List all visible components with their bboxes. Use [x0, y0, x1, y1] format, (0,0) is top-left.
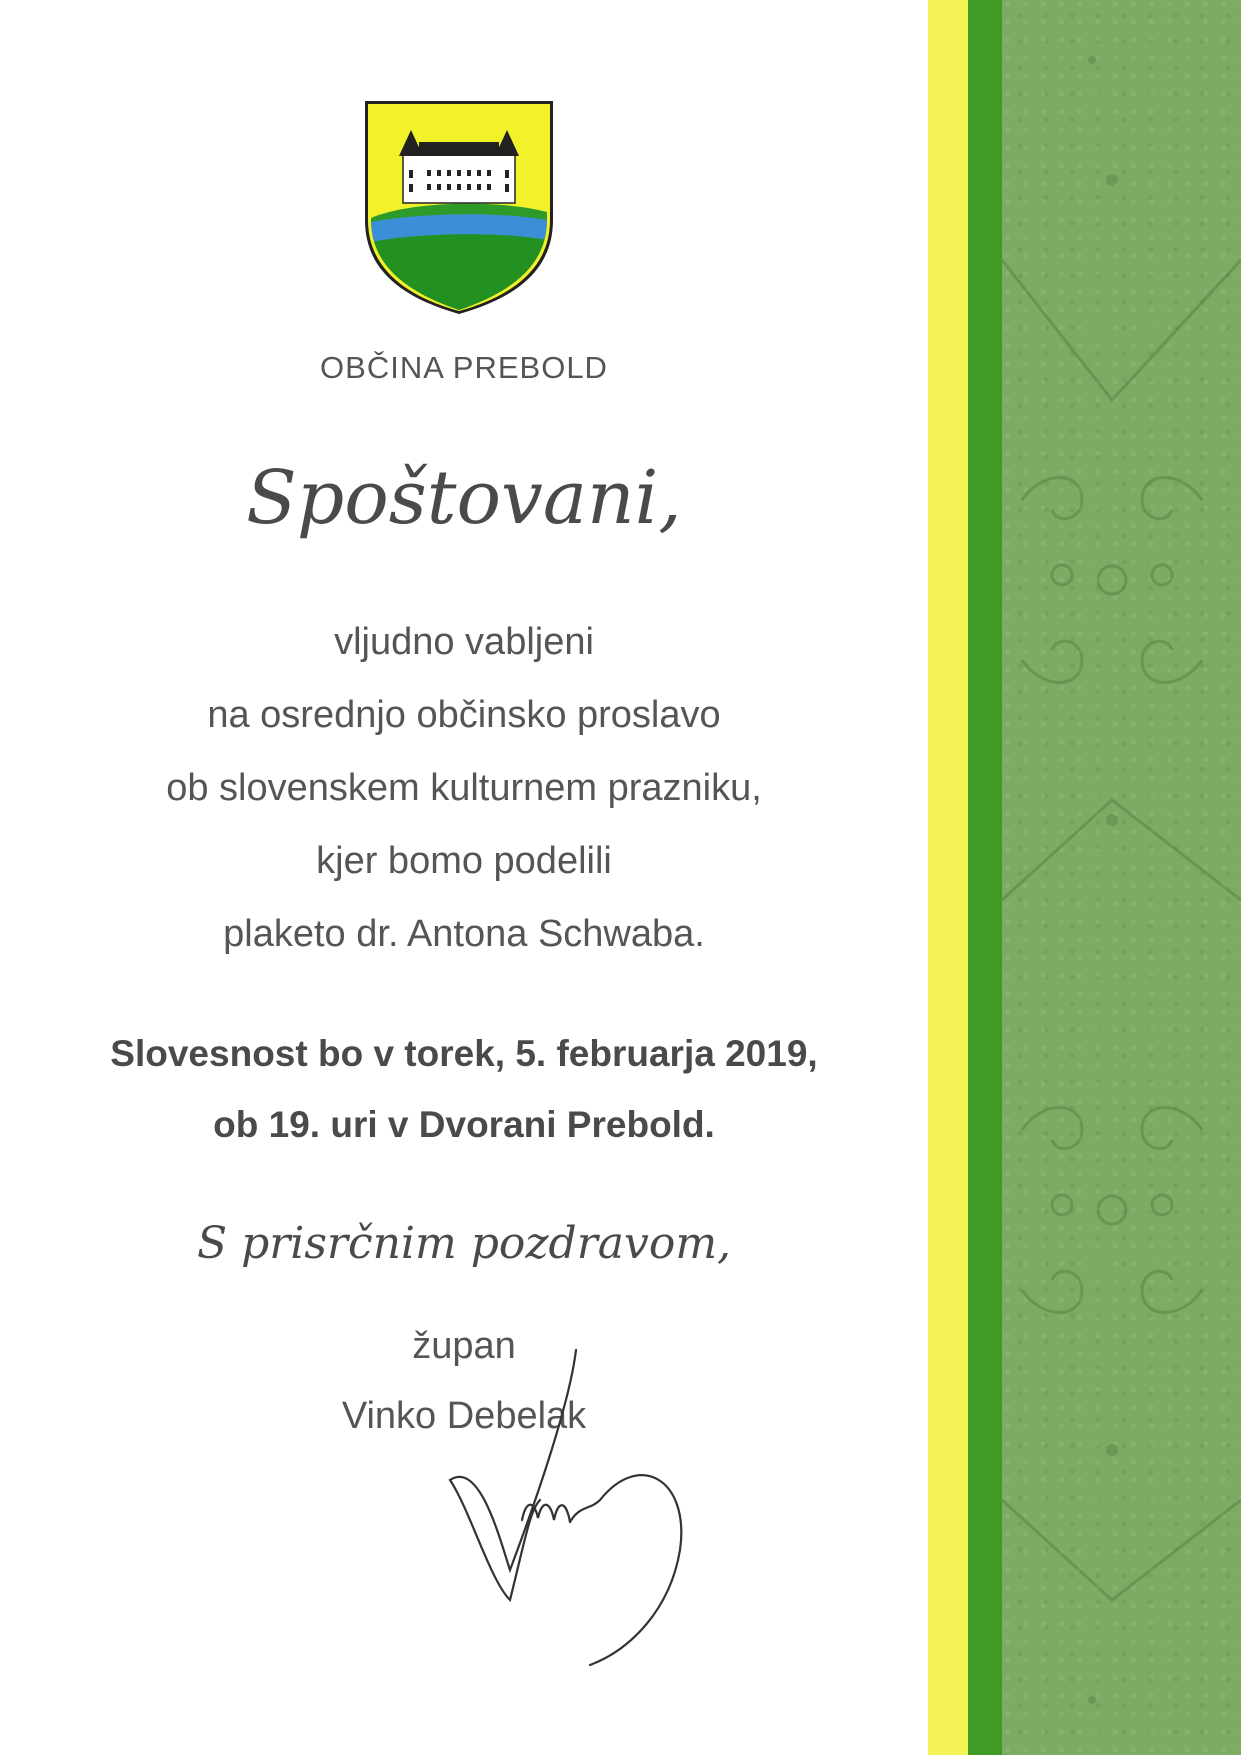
invitation-line: na osrednjo občinsko proslavo	[207, 694, 721, 736]
signature-icon	[430, 1340, 730, 1670]
event-line: ob 19. uri v Dvorani Prebold.	[213, 1104, 715, 1145]
closing-salutation: S prisrčnim pozdravom,	[196, 1218, 732, 1269]
ornamental-pattern-panel	[1002, 0, 1241, 1755]
ornament-icon	[1002, 0, 1241, 1755]
signatory-name: Vinko Debelak	[341, 1395, 587, 1437]
signatory-title: župan	[412, 1325, 516, 1367]
invitation-line: plaketo dr. Antona Schwaba.	[223, 913, 705, 955]
invitation-line: kjer bomo podelili	[316, 840, 612, 882]
invitation-text	[0, 606, 928, 971]
coat-of-arms-icon	[363, 100, 555, 315]
event-details	[0, 1018, 928, 1160]
event-line: Slovesnost bo v torek, 5. februarja 2019,	[110, 1033, 818, 1074]
organization-name: OBČINA PREBOLD	[320, 350, 608, 385]
greeting-heading: Spoštovani,	[246, 455, 682, 541]
invitation-line: vljudno vabljeni	[334, 621, 594, 663]
invitation-line: ob slovenskem kulturnem prazniku,	[166, 767, 762, 809]
yellow-stripe	[928, 0, 968, 1755]
green-stripe	[968, 0, 1002, 1755]
